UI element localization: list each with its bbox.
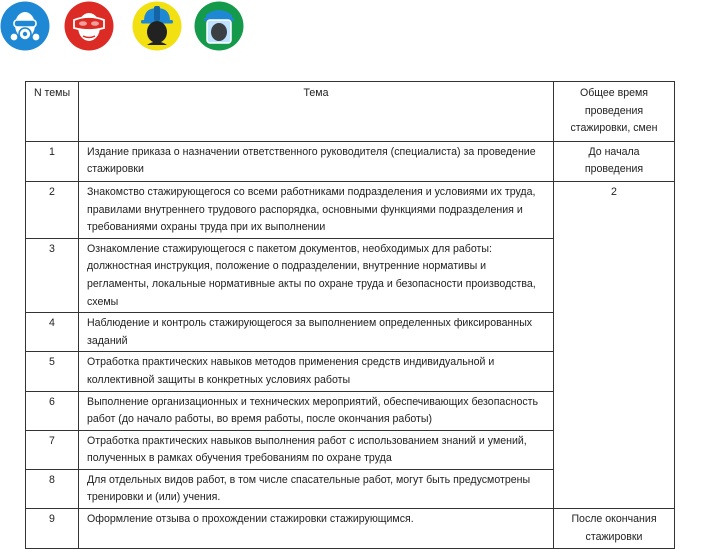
header-topic: Тема — [79, 82, 554, 142]
time-cell: До начала проведения — [554, 141, 675, 181]
topic-text: Отработка практических навыков методов применения средств индивидуальной и коллективной защиты в конкретных условиях работы — [79, 352, 554, 391]
merged-time-cell: 2 — [554, 181, 675, 508]
header-topic-number: N темы — [26, 82, 79, 142]
internship-plan-table — [25, 81, 675, 549]
table-row — [26, 141, 675, 181]
table-row — [26, 181, 675, 238]
topic-number: 6 — [26, 391, 79, 430]
topic-number: 3 — [26, 238, 79, 312]
table-header-row — [26, 82, 675, 142]
safety-goggles-icon — [64, 1, 114, 51]
topic-number: 1 — [26, 141, 79, 181]
topic-text: Отработка практических навыков выполнения работ с использованием знаний и умений, полученных в рамках обучения требованиям по охране труда — [79, 430, 554, 469]
topic-text: Оформление отзыва о прохождении стажировки стажирующимся. — [79, 509, 554, 549]
topic-number: 7 — [26, 430, 79, 469]
topic-text: Выполнение организационных и технических мероприятий, обеспечивающих безопасность работ (до начало работы, во время работы, после окончания работы) — [79, 391, 554, 430]
topic-number: 2 — [26, 181, 79, 238]
respirator-mask-icon — [0, 1, 50, 51]
topic-text: Наблюдение и контроль стажирующегося за выполнением определенных фиксированных заданий — [79, 313, 554, 352]
topic-number: 8 — [26, 469, 79, 508]
table-row — [26, 509, 675, 549]
face-shield-icon — [194, 1, 244, 51]
topic-text: Знакомство стажирующегося со всеми работниками подразделения и условиями их труда, правилами внутреннего трудового распорядка, основными функциями подразделения и требованиями охраны труда при их выполнении — [79, 181, 554, 238]
hard-hat-icon — [132, 1, 182, 51]
topic-number: 9 — [26, 509, 79, 549]
topic-text: Для отдельных видов работ, в том числе спасательные работ, могут быть предусмотрены тренировки и (или) учения. — [79, 469, 554, 508]
topic-text: Ознакомление стажирующегося с пакетом документов, необходимых для работы: должностная инструкция, положение о подразделении, внутренние нормативы и регламенты, локальные нормативные акты по охране труда и безопасности производства, схемы — [79, 238, 554, 312]
time-cell: После окончания стажировки — [554, 509, 675, 549]
topic-number: 4 — [26, 313, 79, 352]
topic-number: 5 — [26, 352, 79, 391]
topic-text: Издание приказа о назначении ответственного руководителя (специалиста) за проведение стажировки — [79, 141, 554, 181]
header-total-time: Общее время проведения стажировки, смен — [554, 82, 675, 142]
